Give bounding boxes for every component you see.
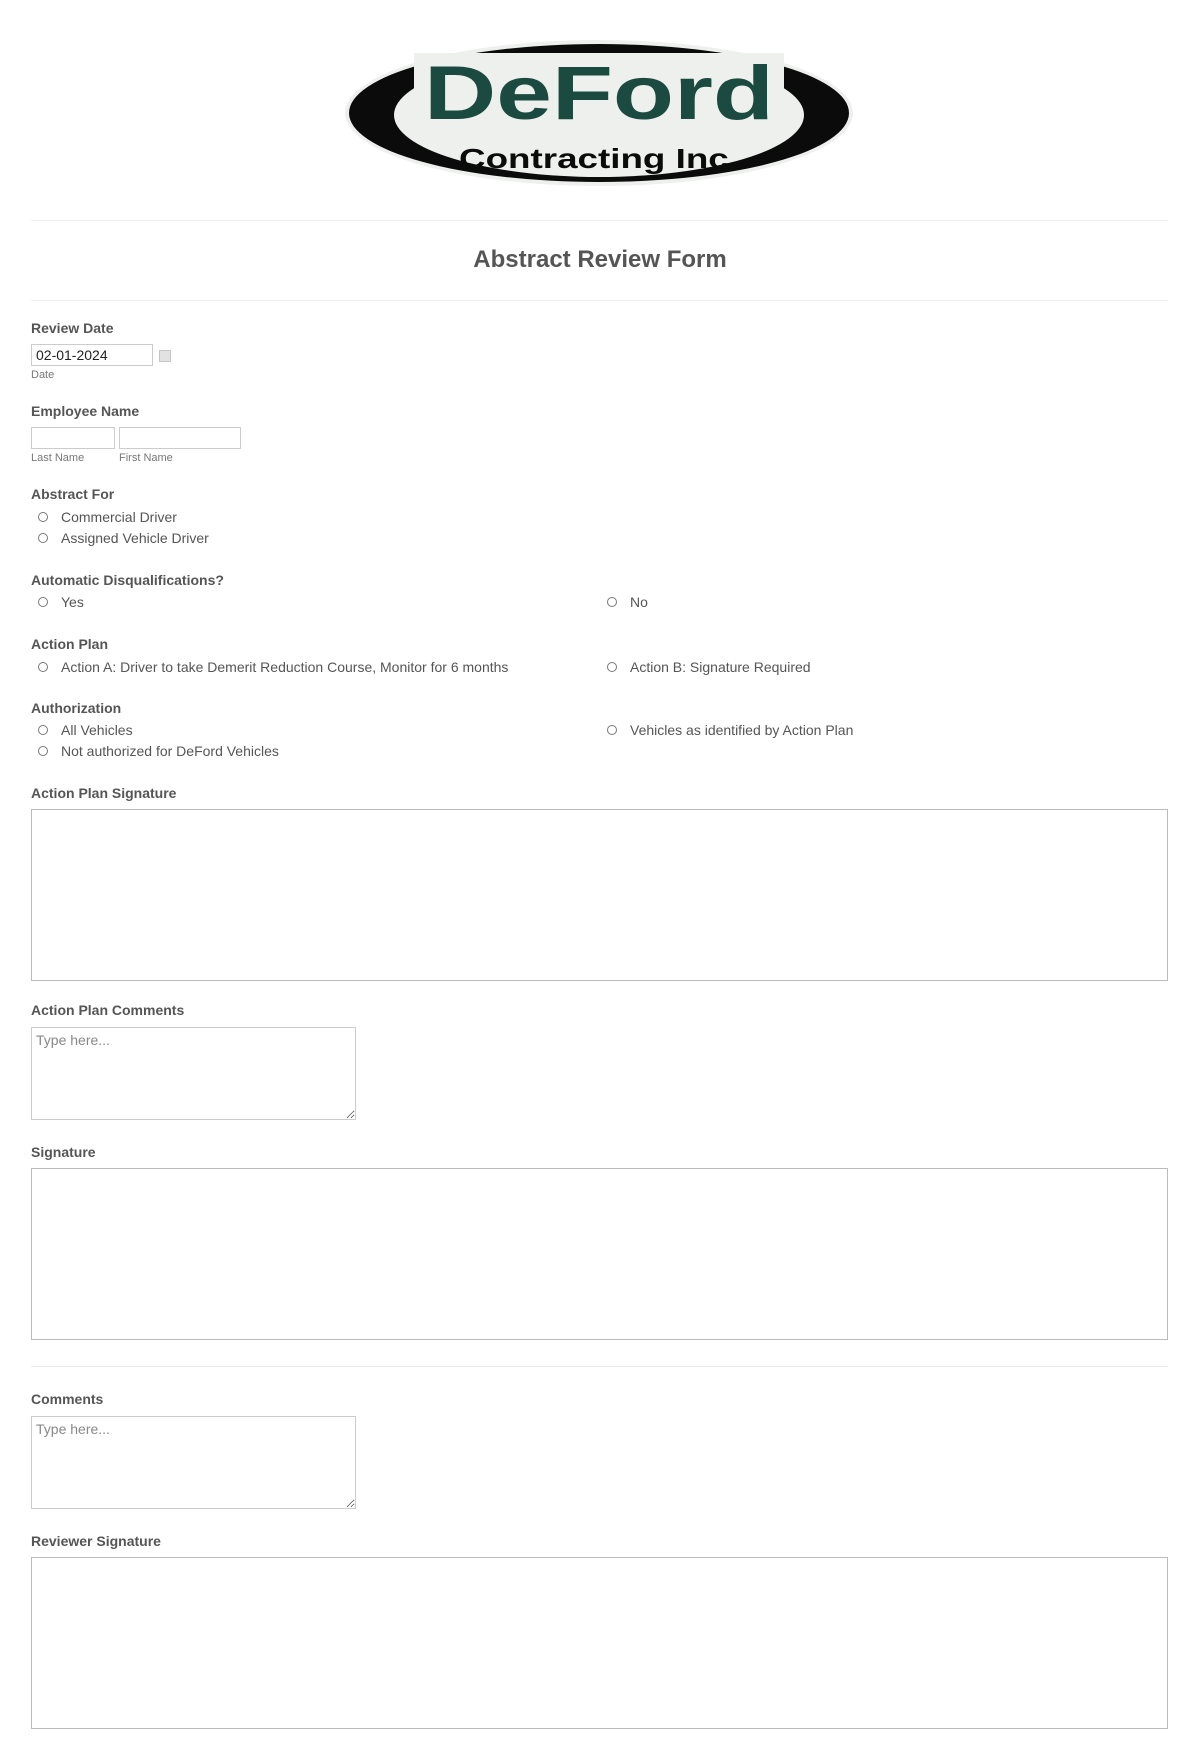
header-divider-top bbox=[31, 220, 1168, 221]
radio-commercial-driver[interactable] bbox=[31, 509, 177, 525]
radio-label: No bbox=[630, 594, 648, 610]
form-title: Abstract Review Form bbox=[473, 246, 727, 273]
action-plan-label: Action Plan bbox=[31, 636, 109, 652]
calendar-icon[interactable] bbox=[159, 350, 171, 362]
radio-action-a[interactable] bbox=[31, 659, 508, 675]
radio-label: Yes bbox=[61, 594, 84, 610]
radio-yes[interactable] bbox=[31, 594, 84, 610]
signature-pad[interactable] bbox=[31, 1168, 1168, 1340]
first-name-input[interactable] bbox=[119, 427, 241, 449]
radio-label: Vehicles as identified by Action Plan bbox=[630, 722, 854, 738]
radio-label: Not authorized for DeFord Vehicles bbox=[61, 743, 279, 759]
action-plan-comments-input[interactable] bbox=[31, 1027, 356, 1120]
radio-label: Assigned Vehicle Driver bbox=[61, 530, 209, 546]
last-name-caption: Last Name bbox=[31, 452, 85, 464]
radio-no[interactable] bbox=[600, 594, 648, 610]
radio-label: All Vehicles bbox=[61, 722, 133, 738]
abstract-for-label: Abstract For bbox=[31, 486, 115, 502]
radio-assigned-vehicle-driver[interactable] bbox=[31, 530, 209, 546]
radio-circle[interactable] bbox=[607, 725, 617, 735]
first-name-caption: First Name bbox=[119, 452, 173, 464]
action-plan-signature-pad[interactable] bbox=[31, 809, 1168, 981]
radio-circle[interactable] bbox=[38, 597, 48, 607]
logo-main-text: DeFord bbox=[424, 51, 774, 136]
action-plan-comments-label: Action Plan Comments bbox=[31, 1002, 185, 1018]
radio-circle[interactable] bbox=[607, 662, 617, 672]
reviewer-signature-label: Reviewer Signature bbox=[31, 1533, 161, 1549]
signature-label: Signature bbox=[31, 1144, 96, 1160]
auto-disqualifications-label: Automatic Disqualifications? bbox=[31, 572, 224, 588]
radio-circle[interactable] bbox=[607, 597, 617, 607]
header-divider-bottom bbox=[31, 300, 1168, 301]
comments-input[interactable] bbox=[31, 1416, 356, 1509]
review-date-label: Review Date bbox=[31, 320, 114, 336]
radio-label: Commercial Driver bbox=[61, 509, 177, 525]
comments-label: Comments bbox=[31, 1391, 104, 1407]
radio-label: Action B: Signature Required bbox=[630, 659, 811, 675]
last-name-input[interactable] bbox=[31, 427, 115, 449]
radio-circle[interactable] bbox=[38, 746, 48, 756]
review-date-input[interactable] bbox=[31, 344, 153, 366]
logo-sub-text: Contracting Inc. bbox=[459, 143, 739, 174]
reviewer-signature-pad[interactable] bbox=[31, 1557, 1168, 1729]
radio-not-authorized[interactable] bbox=[31, 743, 279, 759]
radio-all-vehicles[interactable] bbox=[31, 722, 133, 738]
section-divider bbox=[31, 1366, 1168, 1367]
action-plan-signature-label: Action Plan Signature bbox=[31, 785, 177, 801]
radio-circle[interactable] bbox=[38, 512, 48, 522]
radio-circle[interactable] bbox=[38, 662, 48, 672]
employee-name-label: Employee Name bbox=[31, 403, 140, 419]
radio-circle[interactable] bbox=[38, 533, 48, 543]
radio-action-b[interactable] bbox=[600, 659, 811, 675]
radio-circle[interactable] bbox=[38, 725, 48, 735]
company-logo bbox=[344, 39, 855, 187]
authorization-label: Authorization bbox=[31, 700, 122, 716]
date-caption: Date bbox=[31, 369, 55, 381]
radio-vehicles-by-action-plan[interactable] bbox=[600, 722, 853, 738]
radio-label: Action A: Driver to take Demerit Reduction Course, Monitor for 6 months bbox=[61, 659, 509, 675]
